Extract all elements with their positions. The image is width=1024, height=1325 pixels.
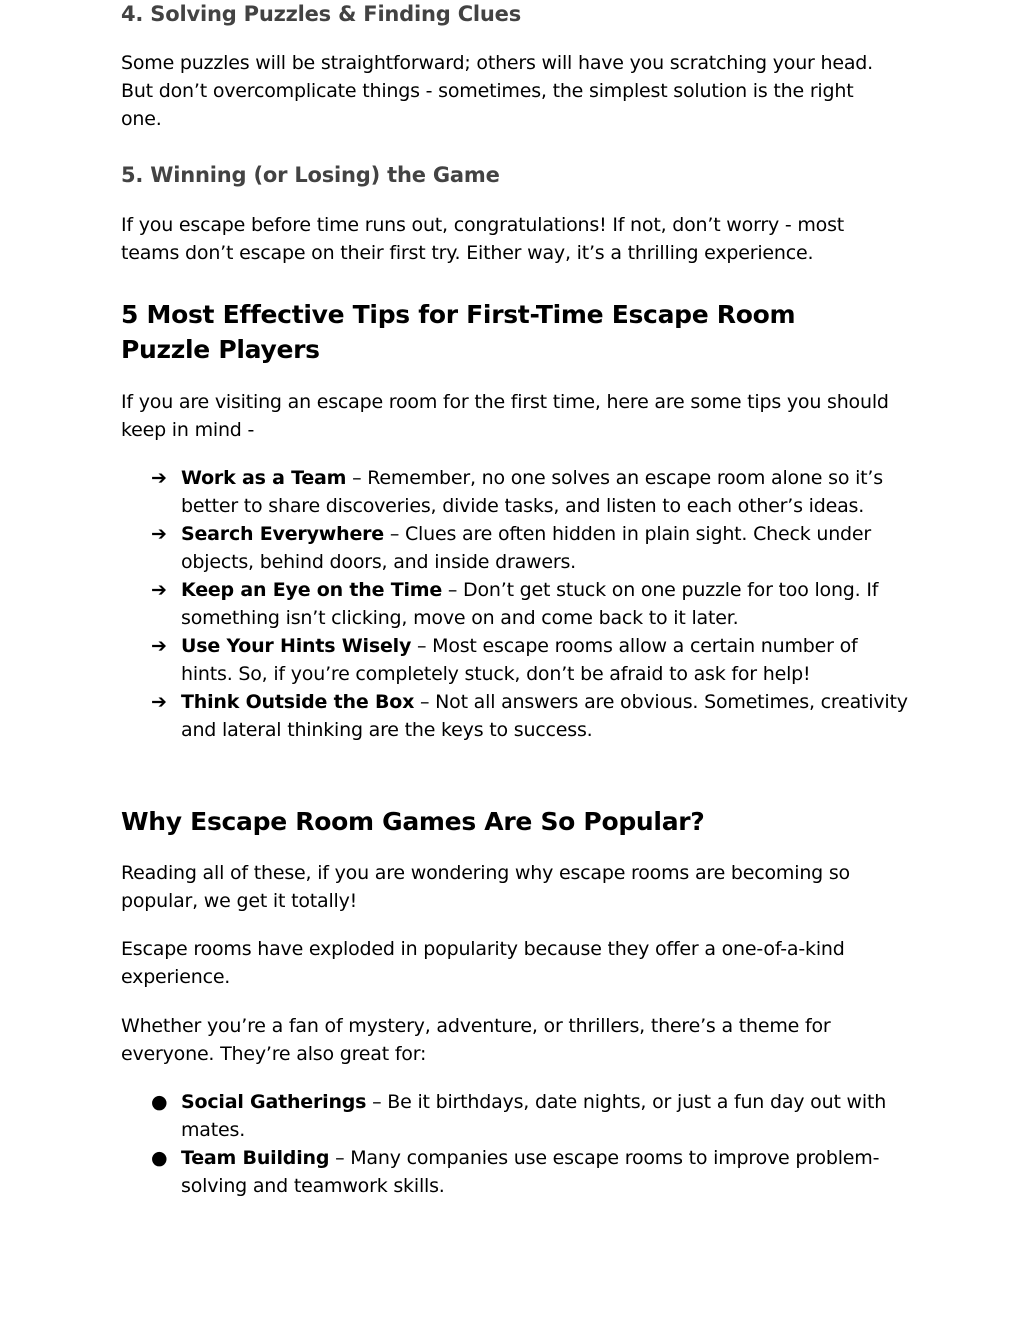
list-item bbox=[121, 1144, 901, 1200]
tip-text: – Clues are often hidden in plain sight. Check under objects, behind doors, and inside drawers. bbox=[181, 523, 872, 573]
tip-term: Work as a Team bbox=[181, 467, 347, 489]
tip-text: – Not all answers are obvious. Sometimes, creativity and lateral thinking are the keys to success. bbox=[181, 691, 908, 741]
tip-term: Think Outside the Box bbox=[181, 691, 415, 713]
bullet-icon: ● bbox=[151, 1147, 168, 1169]
tip-term: Keep an Eye on the Time bbox=[181, 579, 443, 601]
heading-tips: 5 Most Effective Tips for First-Time Escape Room Puzzle Players bbox=[121, 300, 796, 364]
arrow-icon: ➔ bbox=[151, 523, 167, 545]
reason-term: Team Building bbox=[181, 1147, 330, 1169]
arrow-icon: ➔ bbox=[151, 635, 167, 657]
paragraph-popular-1: Reading all of these, if you are wondering why escape rooms are becoming so popular, we get it totally! bbox=[121, 862, 850, 912]
heading-why-popular: Why Escape Room Games Are So Popular? bbox=[121, 807, 705, 836]
tip-term: Use Your Hints Wisely bbox=[181, 635, 412, 657]
paragraph-tips-intro: If you are visiting an escape room for the first time, here are some tips you should keep in mind - bbox=[121, 391, 889, 441]
tip-text: – Most escape rooms allow a certain number of hints. So, if you’re completely stuck, don’t be afraid to ask for help! bbox=[181, 635, 858, 685]
heading-winning-losing: 5. Winning (or Losing) the Game bbox=[121, 163, 500, 187]
reason-term: Social Gatherings bbox=[181, 1091, 367, 1113]
tip-text: – Remember, no one solves an escape room alone so it’s better to share discoveries, divide tasks, and listen to each other’s ideas. bbox=[181, 467, 883, 517]
arrow-icon: ➔ bbox=[151, 467, 167, 489]
list-item bbox=[121, 520, 911, 576]
reason-text: – Many companies use escape rooms to improve problem-solving and teamwork skills. bbox=[181, 1147, 880, 1197]
paragraph-popular-3: Whether you’re a fan of mystery, adventure, or thrillers, there’s a theme for everyone. They’re also great for: bbox=[121, 1015, 831, 1065]
popular-reasons-list bbox=[121, 1088, 901, 1200]
list-item bbox=[121, 632, 911, 688]
bullet-icon: ● bbox=[151, 1091, 168, 1113]
paragraph-popular-2: Escape rooms have exploded in popularity because they offer a one-of-a-kind experience. bbox=[121, 938, 845, 988]
arrow-icon: ➔ bbox=[151, 579, 167, 601]
paragraph-winning-losing: If you escape before time runs out, congratulations! If not, don’t worry - most teams don’t escape on their first try. Either way, it’s a thrilling experience. bbox=[121, 214, 845, 264]
tip-text: – Don’t get stuck on one puzzle for too long. If something isn’t clicking, move on and come back to it later. bbox=[181, 579, 879, 629]
arrow-icon: ➔ bbox=[151, 691, 167, 713]
heading-solving-puzzles: 4. Solving Puzzles & Finding Clues bbox=[121, 2, 522, 26]
list-item bbox=[121, 464, 911, 520]
list-item bbox=[121, 1088, 901, 1144]
list-item bbox=[121, 688, 911, 744]
list-item bbox=[121, 576, 911, 632]
paragraph-solving-puzzles: Some puzzles will be straightforward; others will have you scratching your head. But don’t overcomplicate things - sometimes, the simplest solution is the right one. bbox=[121, 52, 873, 130]
tips-list bbox=[121, 464, 911, 744]
reason-text: – Be it birthdays, date nights, or just a fun day out with mates. bbox=[181, 1091, 887, 1141]
tip-term: Search Everywhere bbox=[181, 523, 384, 545]
